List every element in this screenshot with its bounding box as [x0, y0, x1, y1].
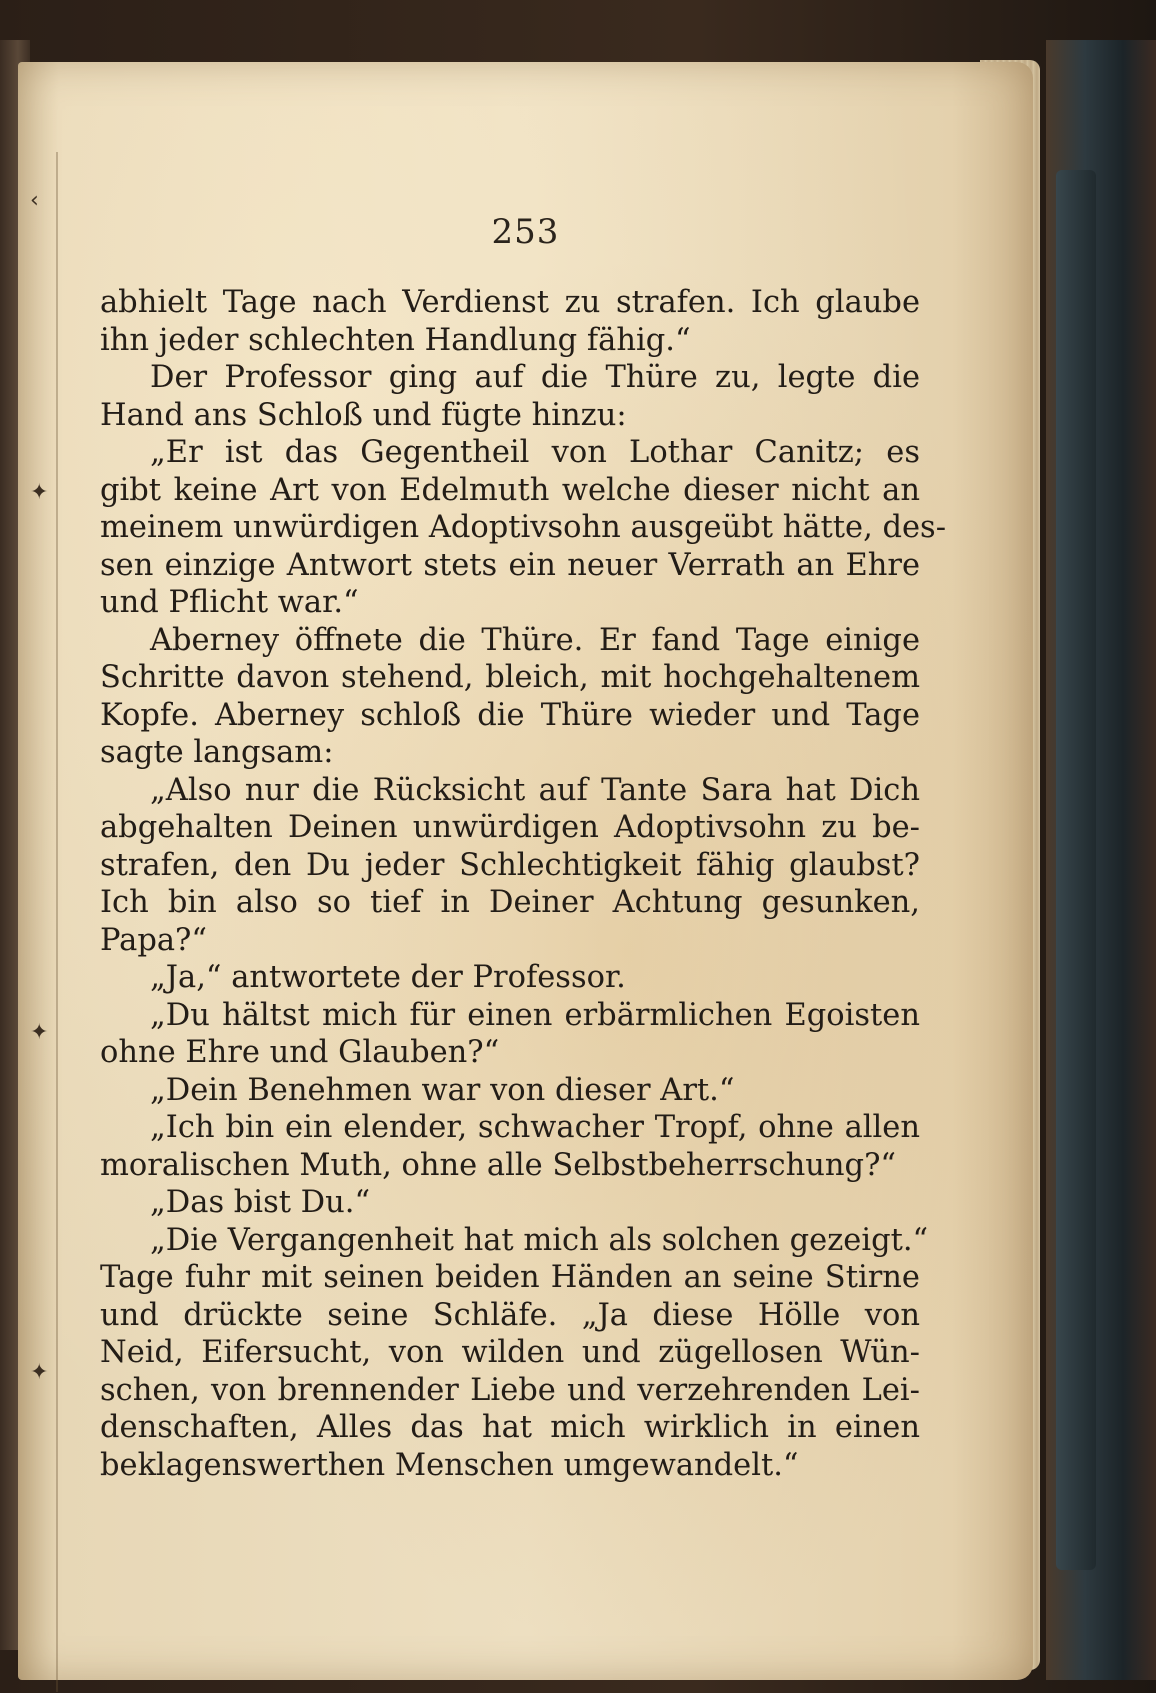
text-line: gibt keine Art von Edelmuth welche dieser nicht an [100, 472, 920, 508]
text-line: „Also nur die Rücksicht auf Tante Sara hat Dich [150, 772, 920, 808]
text-line: sen einzige Antwort stets ein neuer Verrath an Ehre [100, 547, 920, 583]
book-spine-edge [1056, 170, 1096, 1570]
binding-mark-icon: ✦ [30, 1020, 49, 1045]
text-line: Papa?“ [100, 922, 207, 958]
gutter-line [56, 152, 58, 1692]
text-line: „Dein Benehmen war von dieser Art.“ [150, 1072, 735, 1108]
text-line: und drückte seine Schläfe. „Ja diese Hölle von [100, 1297, 920, 1333]
text-line: Kopfe. Aberney schloß die Thüre wieder und Tage [100, 697, 920, 733]
text-line: „Das bist Du.“ [150, 1185, 371, 1220]
text-line: abhielt Tage nach Verdienst zu strafen. Ich glaube [100, 285, 920, 320]
text-line: Schritte davon stehend, bleich, mit hochgehaltenem [100, 660, 920, 695]
text-line: Hand ans Schloß und fügte hinzu: [100, 397, 627, 433]
page-number: 253 [491, 212, 560, 252]
text-line: strafen, den Du jeder Schlechtigkeit fähig glaubst? [100, 847, 920, 883]
binding-mark-icon: ‹ [30, 188, 39, 213]
book-page [18, 62, 1033, 1680]
text-line: Der Professor ging auf die Thüre zu, legte die [150, 360, 920, 395]
binding-mark-icon: ✦ [30, 480, 49, 505]
text-line: Tage fuhr mit seinen beiden Händen an seine Stirne [100, 1260, 920, 1295]
text-line: ihn jeder schlechten Handlung fähig.“ [100, 322, 691, 358]
text-line: sagte langsam: [100, 735, 334, 770]
text-line: Aberney öffnete die Thüre. Er fand Tage einige [150, 622, 920, 658]
binding-mark-icon: ✦ [30, 1360, 49, 1385]
text-line: ohne Ehre und Glauben?“ [100, 1035, 500, 1070]
text-line: Neid, Eifersucht, von wilden und zügellosen Wün- [100, 1335, 920, 1370]
text-line: „Du hältst mich für einen erbärmlichen Egoisten [150, 997, 920, 1033]
text-line: „Er ist das Gegentheil von Lothar Canitz; es [150, 435, 920, 470]
text-line: denschaften, Alles das hat mich wirklich in einen [100, 1410, 920, 1445]
text-line: „Die Vergangenheit hat mich als solchen gezeigt.“ [150, 1222, 929, 1258]
text-line: moralischen Muth, ohne alle Selbstbeherrschung?“ [100, 1147, 897, 1183]
text-line: Ich bin also so tief in Deiner Achtung gesunken, [100, 885, 920, 920]
text-line: beklagenswerthen Menschen umgewandelt.“ [100, 1447, 799, 1483]
body-text [100, 284, 947, 1484]
text-line: schen, von brennender Liebe und verzehrenden Lei- [100, 1372, 920, 1408]
text-line: abgehalten Deinen unwürdigen Adoptivsohn zu be- [100, 810, 920, 845]
text-line: „Ja,“ antwortete der Professor. [150, 960, 626, 995]
text-line: meinem unwürdigen Adoptivsohn ausgeübt hätte, des- [100, 510, 947, 545]
text-line: und Pflicht war.“ [100, 585, 359, 620]
text-line: „Ich bin ein elender, schwacher Tropf, ohne allen [150, 1110, 920, 1145]
